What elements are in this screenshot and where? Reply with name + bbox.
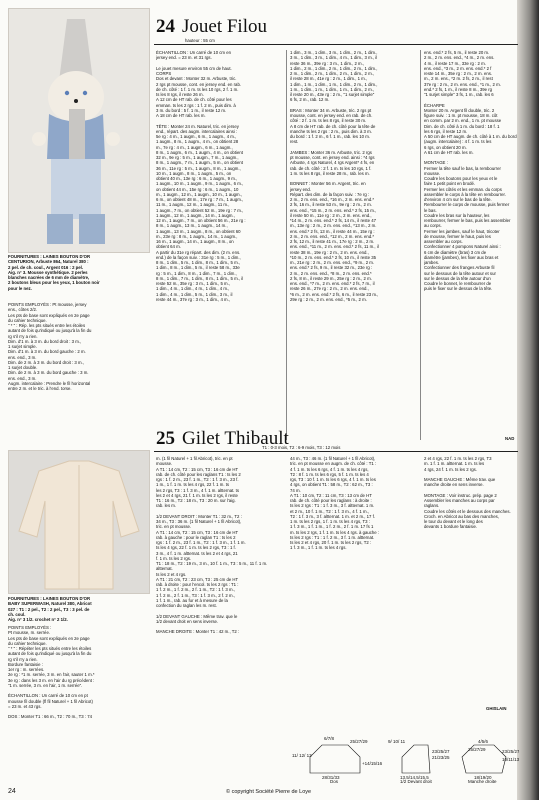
- pattern-2-column-3: 44 m., T3 : 46 m. (1 fil Naturel + 1 fil Abricot), tric. en pt mousse en augm. de ch. côté : T1 : 4 f. 1 m. ts les 6 rgs, 4 f. 1 m. ts les 4 rgs, T2 : 8 f. 1 m. ts les 6 rgs, 5 f. 1 m. ts les 4 rgs, T3 : 10 f. 1 m. ts les 6 rgs, 4 f. 1 m. ts les 4 rgs, on obtient T1 : 58 m., T2 : 62 m., T3 : 74 m. A T1 : 10 cm, T2 : 11 cm, T3 : 13 cm de HT rab. de ch. côté pour les raglans : à droite : ts les 2 rgs : T1 : 1 f. 3 m., 3 f. altternat. 1 m. et 2 m., 10 f. 1 m., T2 : 1 f. 3 m., 4 f. 1 m., T2 : 1 f. 3 m., 3 f. altternat. 1 m. et 2 m., 17 f. 1 m. ts les 2 rgs, 1 f. 1 m. ts les 4 rgs, T3 : 1 f. 3 m., 1 f. 1 m., 1 f. 2 m., 2 f. 1 m. 17 fs 1 m. ts les 2 rgs, 1 f. 1 m. ts les 4 rgs. à gauche : ts les 2 rgs : T1 : 1 f. 2 m., 3 f. 1 m. altternat. ts les 2 et 4 rgs, 20 f. 1 m. ts les 2 rgs, T2 : 1 f. 3 m., 1 f. 1 m. ts les 4 rgs.: [290, 456, 380, 551]
- pattern-1-supplies: FOURNITURES : LAINES BOUTON D'OR CENTURION, Arbuste 864, Naturel 380 : 2 pel. de ch. coul., Argent 016 : 2 pel. Aig. n° 3. Mousse synthétique. 2 perles blanches nacrées de 6 mm de diamètre, 2 boutons bleus pour les yeux, 1 bouton noir pour le nez.: [8, 254, 100, 291]
- copyright-notice: © copyright Société Pierre de Loye: [226, 789, 312, 795]
- dos-outline: [310, 745, 360, 773]
- devant-side2-label: 21/23/25: [432, 755, 450, 760]
- dos-label: Dos: [330, 779, 339, 783]
- pattern-1-subtitle: hauteur : 55 cm: [185, 38, 215, 43]
- garment-schematic: [290, 735, 519, 783]
- pattern-2-title: Gilet Thibault: [182, 428, 289, 449]
- manche-top2-label: 25/27/29: [468, 747, 486, 752]
- manche-label: Manche droite: [468, 779, 497, 783]
- dos-top2-label: 25/27/29: [350, 739, 368, 744]
- pattern-1-signature: NAD: [505, 436, 515, 441]
- dos-bottom-label: 28/31/33: [322, 775, 340, 780]
- devant-outline: [402, 745, 430, 773]
- dos-top-label: 6/7/8: [324, 736, 335, 741]
- devant-bottom-label: 13,5/14,5/15,5: [400, 775, 429, 780]
- pattern-2-column-2: m. (1 fil Naturel + 1 fil Abricot), tric. en pt mousse. A T1 : 14 cm, T2 : 15 cm, T3 : 16 cm de HT rab. de ch. côté pour les raglans T1 : ts les 2 rgs : 1 f. 2 m., 23 f. 1 m., T2 : 1 f. 3 m., 23 f. 1 m., 1 f. 1 m. ts les 4 rgs, 22 f. 1 m. ts les 2 rgs, T3 : 1 f. 3 m., 4 f. 1 m. altternat. ts les 2 et 4 rgs, 21 f. 1 m. ts les 2 rgs, il reste T1 : 16 m., T2 : 18 m., T3 : 20 m. sur l'aig. rab. les m. 1/2 DEVANT DROIT : Monter T1 : 32 m., T2 : 34 m., T3 : 36 m. (1 fil Naturel + 1 fil Abricot), tric. en pt mousse. A T1 : 14 cm, T2 : 15 cm, T3 : 16 cm de HT rab. à gauche : pour le raglan T1 : ts les 2 rgs : 1 f. 2 m., 23 f. 1 m., T2 : 1 f. 3 m., 1 f. 1 m. ts les 4 rgs, 22 f. 1 m. ts les 2 rgs, T3 : 1 f. 3 m., 4 f. 1 m. altternat. ts les 2 et 4 rgs, 21 f. 1 m. ts les 2 rgs. T1 : 18 m., T2 : 19 m., 3 m., 10 f. 1 m., T3 : 5 m., 11 f. 1 m. altternat. ts les 2 et 4 rgs. A T1 : 21 cm, T2 : 23 cm, T3 : 25 cm de HT rab. à droite : pour l'encol. ts les 2 rgs : T1 : 1 f. 2 m., 1 f. 2 m., 2 f. 1 m., T2 : 1 f. 3 m., 1 f. 2 m., 2 f. 1 m., T3 : 1 f. 3 m., 2 f. 2 m., 1 f. 1 m., rab. au fur et à mesure de la confection du raglan les m. rest. 1/2 DEVANT GAUCHE : Même trav. que le 1/2 devant droit en sens inverse. MANCHE DROITE : Monter T1 : 42 m., T2 :: [156, 456, 268, 635]
- dos-right-label: +14/15/16: [362, 761, 383, 766]
- toy-photo: [8, 8, 150, 253]
- manche-side-label: 23/25/27: [502, 749, 519, 754]
- pattern-1-number: 24: [156, 16, 175, 37]
- dos-left-label: 11/ 12/ 13: [292, 753, 312, 758]
- pattern-2-column-4: 2 et 4 rgs, 22 f. 1 m. ts les 2 rgs, T3 m. 1 f. 1 m. altternat. 1 m. ts les 4 rgs, 24 f. 1 m. ts les 2 rgs. MANCHE GAUCHE : Même trav. que manche droite en sens inverse. MONTAGE : Voir instruc. prép. page 2 Assembler les manches au corps par raglans. Coudre les côtés et le dessous des manches. Croch. en Abricot au bas des manches, le tour du devant et le long des devants 1 bordure fantaisie.: [424, 456, 511, 530]
- pattern-2-stitches: POINTS EMPLOYÉS : Pt mousse, m. serrée. Les pts de base sont expliqués en 2e page du cahier technique. " * " : Répéter les pts situés entre les étoiles autant de fois qu'indiqué ou jusqu'à la fin du rg s'il n'y a rien. Bordure fantaisie : 1er rg : m. serrées. 2e rg : *1 m. serrée, 3 m. en l'air, sauter 1 m.* 3e rg : dans les 3 m. en l'air du rg précédent : "1 m. serrée, 3 m. en l'air, 1 m. serrée". ÉCHANTILLON : Un carré de 10 cm en pt mousse fil double (fl fil Naturel + 1 fil Abricot) = 23 m. et 43 rgs. DOS : Monter T1 : 66 m., T2 : 70 m., T3 : 74: [8, 625, 95, 720]
- devant-side-label: 23/25/27: [432, 749, 450, 754]
- pattern-1-column-2: ÉCHANTILLON : Un carré de 10 cm en jersey end. = 23 m. et 31 rgs. Le jouet mesure environ 55 cm de haut. CORPS Dos et devant : Monter 32 m. Arbuste, tric. 2 rgs pt mousse, cont. en jersey end. en rab. de ch. côté : 1 f. 1 m. ts les 10 rgs, 2 f. 1 m. ts les 8 rgs, il reste 26 m. A 12 cm de HT rab. de ch. côté pour les emman. ts les 2 rgs : 1 f. 2 m., puis dim. à 3 m. du bord : 5 f. 1 m., il reste 12 m. A 18 cm de HT rab. les m. TÊTE : Monter 24 m. Naturel, tric. en jersey end., répart. des augm. intercalaires ainsi : 5e rg : 4 m., 1 augm., 6 m., 1 augm., 4 m., 1 augm., 8 m., 1 augm., 4 m., on obtient 28 m., 7e rg : 4 m., 1 augm., 6 m., 1 augm., 8 m., 1 augm., 6 m., 1 augm., 4 m., on obtient 32 m., 9e rg : 5 m., 1 augm., 7 m., 1 augm., 8 m., 1 augm., 7 m., 1 augm., 5 m., on obtient 36 m., 11e rg : 5 m., 1 augm., 8 m., 1 augm., 10 m., 1 augm., 8 m., 1 augm., 5 m., on obtient 40 m., 13e rg : 6 m., 1 augm., 9 m., 1 augm., 10 m., 1 augm., 9 m., 1 augm., 6 m., on obtient 44 m., 15e rg : 6 m., 1 augm., 10 m., 1 augm., 12 m., 1 augm., 10 m., 1 augm., 6 m., on obtient 48 m., 17e rg : 7 m., 1 augm., 11 m., 1 augm., 12 m., 1 augm., 11 m., 1 augm., 7 m., on obtient 52 m., 19e rg : 7 m., 1 augm., 12 m., 1 augm., 14 m., 1 augm., 12 m., 1 augm., 7 m., on obtient 56 m., 21e rg : 8 m., 1 augm., 13 m., 1 augm., 14 m., 1 augm., 13 m., 1 augm., 8 m., on obtient 60 m., 23e rg : 8 m., 1 augm., 14 m., 1 augm., 16 m., 1 augm., 14 m., 1 augm., 8 m., on obtient 64 m. A partir du 31e rg répart. des dim. (2 m. ens. end.) de la façon suiv. : 31e rg : 5 m., 1 dim., 8 m., 1 dim., 5 m., 1 dim., 8 m., 1 dim., 5 m., 1 dim., 8 m., 1 dim., 5 m., il reste 58 m., 33e rg : 5 m., 1 dim., 8 m., 1 dim., 7 m., 1 dim., 8 m., 1 dim., 7 m., 1 dim., 8 m., 1 dim., 5 m., il reste 52 m., 35e rg : 3 m., 1 dim., 5 m., 1 dim., 4 m., 1 dim., 4 m., 1 dim., 4 m., 1 dim., 4 m., 1 dim., 5 m., 1 dim., 3 m., il reste 44 m., 37e rg : 3 m., 1 dim., 4 m.,: [156, 50, 246, 302]
- pattern-2-number: 25: [156, 428, 175, 449]
- page-number: 24: [8, 788, 16, 795]
- book-spine-shadow: [517, 0, 539, 800]
- pattern-2-signature: GHISLAIN: [486, 706, 507, 711]
- column-divider: [420, 50, 421, 440]
- pattern-1-rule: [154, 44, 518, 45]
- pattern-2-rule: [154, 451, 518, 452]
- pattern-2-subtitle: T1 : 0-3 mois, T2 : 6-9 mois, T3 : 12 mois: [262, 445, 341, 450]
- pattern-1-stitches: POINTS EMPLOYÉS : Pt mousse, jersey ens., côtes 2/2. Les pts de base sont expliqués en 2e page du cahier technique. " * " : Rép. les pts situés entre les étoiles autant de fois qu'indiqué ou jusqu'à la fin du rg s'il n'y a rien. Dim. d'1 m. à 3 m. du bord droit : 3 m., 1 surjet simple. Dim. d'1 m. à 3 m. du bord gauche : 2 m. ens. end., 3 m. Dim. de 2 m. à 3 m. du bord droit : 3 m., 1 surjet double. Dim. de 2 m. à 3 m. du bord gauche : 3 m. ens. end., 3 m. Augm. intercalaire : Prendre le fil horizontal entre 2 m. et le tric. à l'end. torse.: [8, 302, 92, 391]
- pattern-2-supplies: FOURNITURES : LAINES BOUTON D'OR BABY SUPERWASH, Naturel 380, Abricot 027 : T1 : 2 pel., T2 : 2 pel., T3 : 3 pel. de ch. coul. Aig. n° 3 1/2. crochet n° 2 1/2.: [8, 596, 92, 622]
- pattern-1-title: Jouet Filou: [182, 16, 267, 37]
- column-divider: [286, 50, 287, 440]
- cardigan-photo: [8, 450, 150, 594]
- pattern-1-column-3: 1 dim., 3 m., 1 dim., 3 m., 1 dim., 2 m., 1 dim., 3 m., 1 dim., 3 m., 1 dim., 4 m., 1 dim., 3 m., il reste 36 m., 39e rg : 3 m., 1 dim., 2 m., 1 dim., 2 m., 1 dim., 2 m., 1 dim., 2 m., 1 dim., 2 m., 1 dim., 2 m., 1 dim., 2 m., 1 dim., 2 m., il reste 28 m., 41e rg : 2 m., 1 dim., 1 m., 1 dim., 1 m., 1 dim., 1 m., 1 dim., 2 m., 1 dim., 1 m., 1 dim., 1 m., 1 dim., 1 m., 1 dim., 2 m., il reste 20 m., 43e rg : 2 m., "1 surjet simple" 6 fs, 2 m., rab. 12 m. BRAS : Monter 34 m. Arbuste, tric. 2 rgs pt mousse, cont. en jersey end. en rab. de ch. côté : 2 f. 1 m. ts les 8 rgs, il reste 30 m. A 8 cm de HT rab. de ch. côté pour la tête de manche ts les 2 rgs : 2 m., puis dim. à 3 m. du bord : 1 f. 2 m., 6 f. 1 m., rab. les 10 m. rest. JAMBES : Monter 36 m. Arbuste, tric. 2 rgs pt mousse, cont. en jersey end. ainsi : *4 rgs Arbuste, 4 rgs Naturel, 4 rgs Argent* 4 fs, en rab. de ch. côté : 2 f. 1 m. ts les 10 rgs, 1 f. 1 m. ts les 8 rgs, il reste 28 m., rab. les m. BONNET : Monter 56 m. Argent, tric. en jersey end. Répart. des dim. de la façon suiv. : 7e rg : 2 m., 2 m. ens. end., *16 m., 2 m. ens. end.* 2 fs, 16 m., il reste 53 m., 9e rg : 2 m., 2 m. ens. end., *15 m., 2 m. ens. end.* 2 fs, 15 m., il reste 50 m., 11e rg : 2 m., 2 m. ens. end., *14 m., 2 m. ens. end.* 2 fs, 14 m., il reste 47 m., 13e rg : 2 m., 2 m. ens. end., *13 m., 2 m. ens. end.* 2 fs, 13 m., il reste 44 m., 15e rg : 2 m., 2 m. ens. end., *12 m., 2 m. ens. end.* 2 fs, 12 m., il reste 41 m., 17e rg : 2 m., 2 m. ens. end., *11 m., 2 m. ens. end.* 2 fs, 11 m., il reste 38 m., 19e rg : 2 m., 2 m. ens. end., *10 m., 2 m. ens. end.* 2 fs, 10 m., il reste 35 m., 21e rg : 2 m., 2 m. ens. end., *9 m., 2 m. ens. end.* 2 fs, 9 m., il reste 32 m., 23e rg : 2 m., 2 m. ens. end., *8 m., 2 m. ens. end.* 2 fs, 8 m., il reste 29 m., 25e rg : 2 m., 2 m. ens. end., *7 m., 2 m. ens. end.* 2 fs, 7 m., il reste 26 m., 27e rg : 2 m., 2 m. ens. end., *6 m., 2 m. ens. end.* 2 fs, 6 m., il reste 23 m., 29e rg : 2 m., 2 m. ens. end., *5 m., 2 m.: [290, 50, 379, 302]
- manche-bottom-label: 18/19/20: [474, 775, 492, 780]
- pattern-1-column-4: ens. end.* 2 fs, 5 m., il reste 20 m. 2 m., 2 m. ens. end., *4 m., 2 m. ens. 4 m., il reste 17 m., 33e rg : 2 m. ens. end., *3 m., 2 m. ens. end.* 2 f reste 14 m., 35e rg : 2 m., 2 m. ens. m., 2 m. ens., *2 m. 2 fs, 2 m., il rest 37e rg : 2 m., 2 m. ens. end., *1 m., 2 m. end.* 2 fs, 1 m., il reste 8 m., 39e rg "1 surjet simple" 3 fs, 1 m., rab. les 6 ÉCHARPE Monter 20 m. Argent fil double, tric. 2 figure suiv. : 1 m. pt mousse, 18 m. côt en comm. par 2 m. end., 1 m. pt mousse Dim. de ch. côté à 1 m. du bord : 18 f. 1 les 6 rgs, il reste 12 m. A 50 cm de HT augm. de ch. côté à 1 m. du bord (augm. intercalaire) : 4 f. 1 m. ts les 6 rgs, on obtient 20 m. A 61 cm de HT rab. les m. MONTAGE : Fermer la tête sauf le bas, la rembourrer mousse. Coudre les boutons pour les yeux et le faire 1 petit point en brodé. Fermer les côtés et les emman. du corps assembler le corps à la tête en rembourrer. d'environ 4 cm sur le bas de la tête. Rembourrer le corps de mousse, puis fermer le bas. Coudre les bras sur la hauteur, les rembourrer, fermer le bas, puis les assembler au corps. Fermer les jambes, sauf le haut, tricoter de mousse, fermer le haut, puis les assembler au corps. Confectionner 4 pompons Naturel ainsi : 6 cm de diamètre (bras) 3 cm de diamètre (jambes), les fixer aux bras et jambes. Confectionner des franges Arbuste fil sur le dessous de la tête autour et sur sur le dessus de la tête autour d'un Coudre le bonnet, le rembourrer de puis le fixer sur le dessus de la tête.: [424, 50, 517, 292]
- devant-top-label: 9/ 10/ 11: [388, 739, 406, 744]
- manche-side2-label: 10/11/13: [502, 757, 519, 762]
- devant-label: 1/2 Devant droit: [400, 779, 432, 783]
- manche-top-label: 4/5/6: [478, 739, 489, 744]
